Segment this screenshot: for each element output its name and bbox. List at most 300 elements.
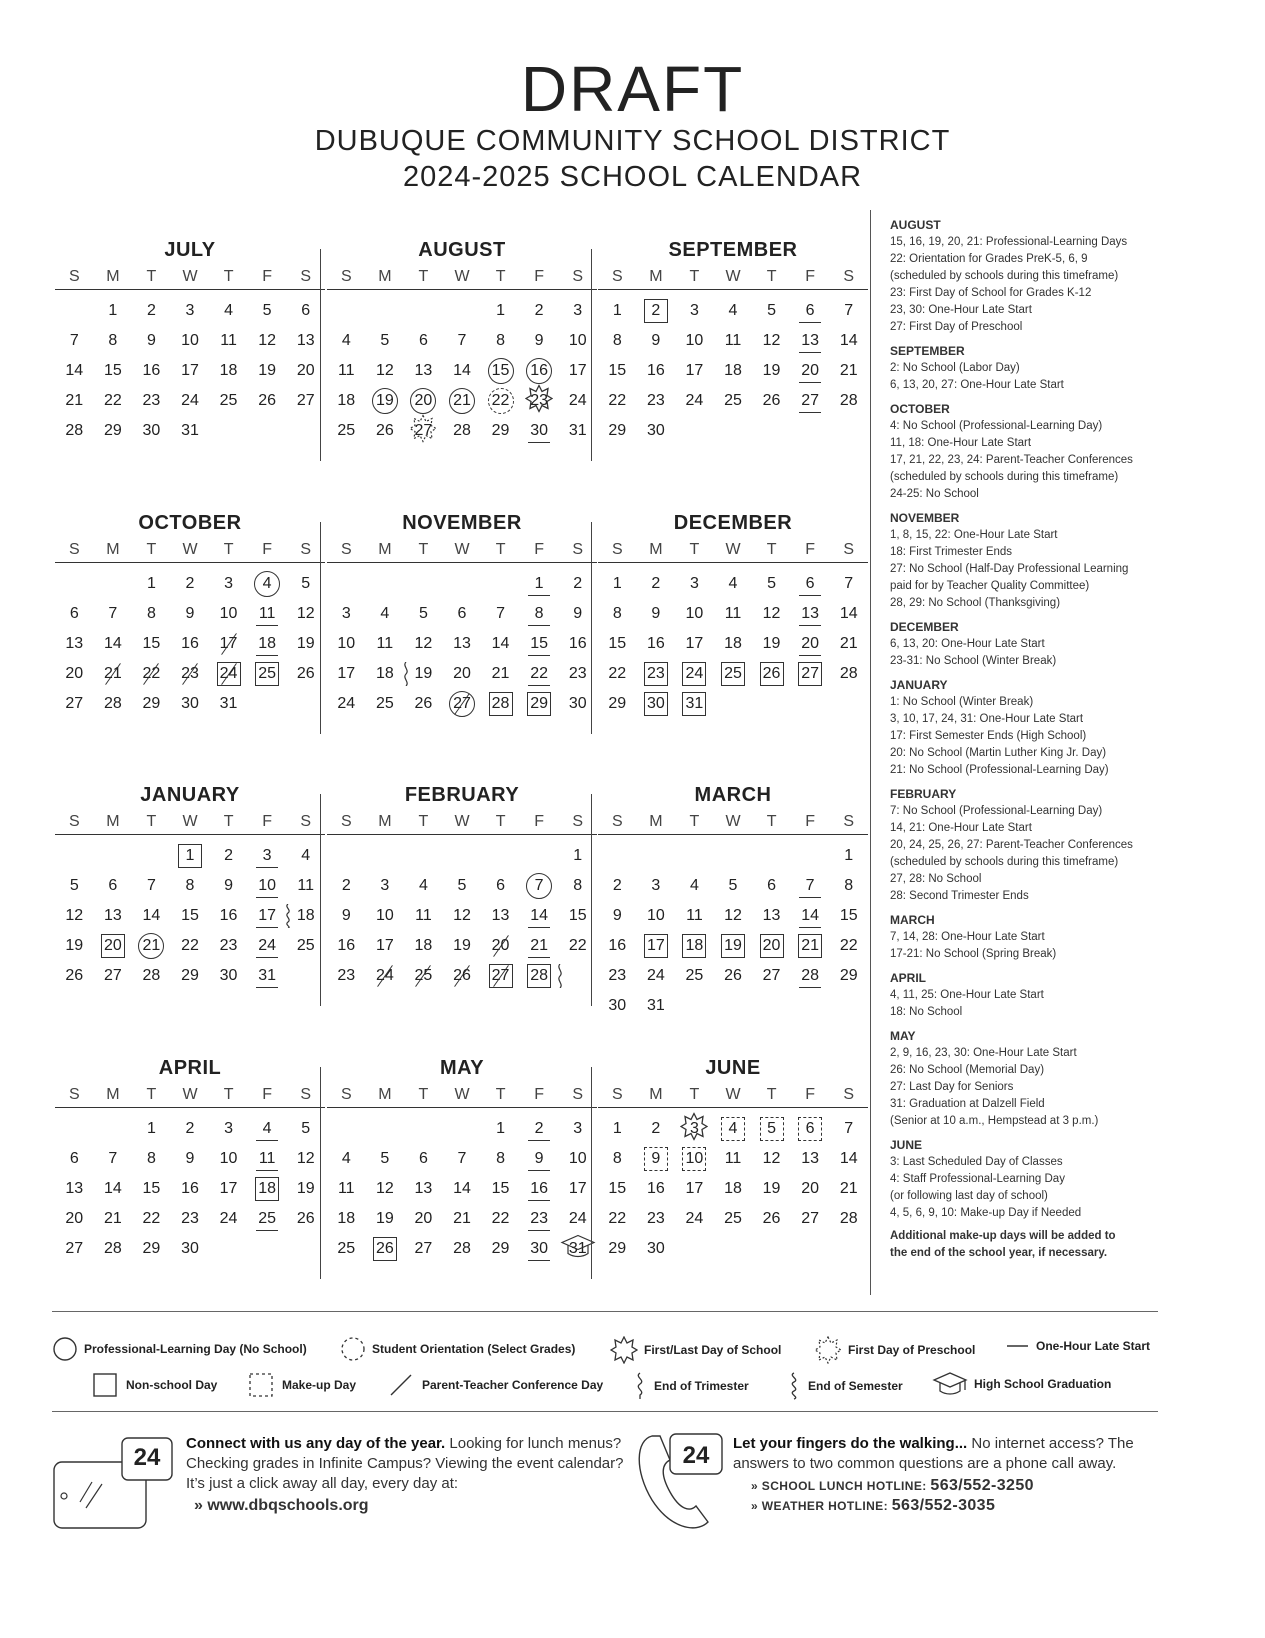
day-cell [481, 1234, 520, 1264]
day-number: 30 [530, 422, 549, 439]
day-cell [94, 416, 133, 446]
day-number: 13 [65, 1180, 84, 1197]
day-number: 29 [491, 1240, 510, 1257]
day-number: 21 [142, 937, 161, 954]
day-number: 16 [646, 1180, 665, 1197]
day-cell [443, 659, 482, 689]
day-number: 21 [839, 1180, 858, 1197]
note-group [890, 618, 1200, 670]
day-cell [327, 931, 366, 961]
day-number: 20 [414, 392, 433, 409]
day-cell [55, 901, 94, 931]
day-number: 30 [646, 422, 665, 439]
weekday-label: M [378, 541, 392, 558]
empty-cell [404, 569, 443, 599]
day-number: 28 [453, 422, 471, 439]
day-number: 24 [685, 1210, 704, 1227]
day-number: 3 [380, 877, 390, 894]
day-number: 13 [453, 635, 471, 652]
day-cell [598, 931, 637, 961]
day-cell [55, 629, 94, 659]
day-cell [171, 931, 210, 961]
day-cell [481, 1114, 520, 1144]
day-cell [637, 1144, 676, 1174]
weekday-label: T [495, 268, 506, 285]
day-cell [714, 629, 753, 659]
day-number: 25 [296, 937, 315, 954]
legend-preschool-label: First Day of Preschool [848, 1343, 976, 1357]
day-cell [366, 901, 405, 931]
day-cell [520, 901, 559, 931]
day-cell [675, 599, 714, 629]
day-cell [209, 1204, 248, 1234]
day-number: 15 [608, 635, 627, 652]
weekday-label: S [340, 541, 352, 558]
day-number: 26 [762, 392, 781, 409]
day-number: 7 [457, 1150, 467, 1167]
day-cell [94, 1234, 133, 1264]
day-number: 26 [453, 967, 471, 984]
day-number: 17 [568, 1180, 587, 1197]
empty-cell [366, 296, 405, 326]
day-cell [714, 659, 753, 689]
weekday-header [55, 1083, 325, 1108]
day-cell [714, 569, 753, 599]
day-number: 20 [801, 635, 820, 652]
day-number: 16 [646, 362, 665, 379]
day-number: 25 [724, 392, 742, 409]
day-cell [598, 1174, 637, 1204]
draft-title: DRAFT [520, 53, 745, 125]
day-number: 16 [142, 362, 161, 379]
day-number: 30 [142, 422, 161, 439]
day-cell [55, 1204, 94, 1234]
day-cell [171, 356, 210, 386]
note-heading: FEBRUARY [890, 787, 957, 801]
weekday-label: F [534, 813, 545, 830]
page-header [0, 55, 1265, 195]
day-number: 27 [762, 967, 781, 984]
month-august [327, 235, 597, 446]
day-cell [481, 659, 520, 689]
empty-cell [366, 841, 405, 871]
day-number: 20 [453, 665, 471, 682]
day-cell [791, 296, 830, 326]
day-number: 6 [418, 1150, 428, 1167]
day-number: 23 [219, 937, 238, 954]
legend-semester [786, 1372, 903, 1400]
day-number: 5 [418, 605, 428, 622]
day-cell [171, 1144, 210, 1174]
day-cell [94, 629, 133, 659]
day-cell [209, 296, 248, 326]
day-cell [829, 1114, 868, 1144]
underline-mark [256, 927, 278, 928]
day-number: 23 [646, 665, 665, 682]
day-number: 26 [762, 665, 781, 682]
day-number: 16 [568, 635, 587, 652]
weekday-label: S [300, 541, 312, 558]
weekday-label: S [843, 1086, 855, 1103]
day-number: 11 [376, 635, 394, 652]
day-number: 2 [651, 575, 661, 592]
day-cell [481, 1144, 520, 1174]
lunch-hotline [733, 1476, 1163, 1496]
weekday-label: M [649, 268, 663, 285]
day-cell [248, 659, 287, 689]
day-number: 23 [142, 392, 161, 409]
weekday-label: M [378, 268, 392, 285]
day-cell [714, 1114, 753, 1144]
day-cell [791, 931, 830, 961]
weather-hotline-number[interactable]: 563/552-3035 [891, 1497, 996, 1514]
day-number: 24 [219, 665, 238, 682]
day-cell [829, 659, 868, 689]
day-number: 1 [534, 575, 544, 592]
day-number: 14 [103, 635, 122, 652]
day-cell [404, 871, 443, 901]
day-number: 29 [608, 1240, 627, 1257]
day-cell [209, 689, 248, 719]
day-cell [443, 599, 482, 629]
day-cell [171, 659, 210, 689]
starburst-icon [610, 1336, 638, 1364]
empty-cell [327, 841, 366, 871]
day-cell [404, 386, 443, 416]
legend-grad [932, 1370, 1111, 1398]
day-cell [443, 1174, 482, 1204]
day-cell [481, 871, 520, 901]
day-cell [366, 1174, 405, 1204]
day-cell [404, 961, 443, 991]
day-number: 16 [181, 635, 199, 652]
empty-cell [327, 296, 366, 326]
day-number: 7 [805, 877, 815, 894]
day-cell [598, 991, 637, 1021]
weekday-label: W [725, 813, 741, 830]
day-number: 23 [568, 665, 587, 682]
day-cell [327, 689, 366, 719]
day-cell [637, 931, 676, 961]
day-cell [520, 871, 559, 901]
day-cell [94, 931, 133, 961]
day-number: 8 [185, 877, 195, 894]
day-number: 11 [337, 1180, 355, 1197]
day-cell [675, 961, 714, 991]
empty-cell [404, 296, 443, 326]
connect-heading: Connect with us any day of the year. [186, 1435, 446, 1452]
day-number: 5 [767, 575, 777, 592]
weekday-label: M [106, 1086, 120, 1103]
month-title: NOVEMBER [402, 512, 522, 534]
calendar-title: 2024-2025 SCHOOL CALENDAR [402, 161, 863, 193]
note-group [890, 1228, 1200, 1262]
underline-mark [799, 412, 821, 413]
day-cell [132, 659, 171, 689]
day-cell [637, 1234, 676, 1264]
district-name: DUBUQUE COMMUNITY SCHOOL DISTRICT [314, 125, 951, 157]
day-cell [791, 386, 830, 416]
day-cell [675, 326, 714, 356]
day-cell [366, 356, 405, 386]
day-number: 20 [762, 937, 781, 954]
day-number: 14 [142, 907, 161, 924]
day-cell [520, 386, 559, 416]
empty-cell [94, 1114, 133, 1144]
day-number: 1 [612, 1120, 622, 1137]
day-number: 27 [453, 695, 471, 712]
day-number: 16 [530, 362, 549, 379]
day-cell [366, 871, 405, 901]
day-number: 7 [844, 1120, 854, 1137]
lunch-hotline-number[interactable]: 563/552-3250 [930, 1477, 1034, 1494]
day-number: 23 [181, 665, 199, 682]
day-number: 13 [414, 1180, 433, 1197]
day-number: 18 [258, 1180, 277, 1197]
note-lines: 2: No School (Labor Day) 6, 13, 20, 27: One-Hour Late Start [890, 362, 1064, 391]
day-number: 8 [146, 1150, 156, 1167]
day-cell [520, 296, 559, 326]
day-number: 19 [414, 665, 433, 682]
day-number: 18 [724, 635, 742, 652]
day-number: 10 [258, 877, 277, 894]
underline-mark [799, 897, 821, 898]
day-number: 2 [612, 877, 622, 894]
day-cell [171, 416, 210, 446]
empty-cell [327, 1114, 366, 1144]
day-number: 10 [568, 332, 587, 349]
day-number: 10 [685, 1150, 704, 1167]
weekday-label: T [146, 268, 157, 285]
weekday-label: T [689, 813, 700, 830]
circle-icon [52, 1336, 78, 1362]
day-number: 4 [301, 847, 311, 864]
day-cell [366, 1144, 405, 1174]
day-number: 30 [181, 695, 199, 712]
underline-mark [256, 987, 278, 988]
weekday-label: T [495, 541, 506, 558]
day-number: 6 [496, 877, 506, 894]
day-number: 31 [685, 695, 704, 712]
day-number: 16 [608, 937, 627, 954]
day-number: 22 [568, 937, 587, 954]
weekday-label: S [68, 541, 80, 558]
underline-mark [256, 957, 278, 958]
day-number: 15 [142, 1180, 161, 1197]
day-cell [327, 386, 366, 416]
day-number: 30 [219, 967, 238, 984]
day-cell [443, 326, 482, 356]
day-cell [327, 1234, 366, 1264]
day-number: 15 [530, 635, 549, 652]
day-cell [714, 356, 753, 386]
day-cell [55, 1144, 94, 1174]
day-number: 14 [839, 605, 858, 622]
day-cell [520, 659, 559, 689]
day-cell [55, 416, 94, 446]
day-cell [714, 599, 753, 629]
day-cell [520, 931, 559, 961]
day-number: 9 [185, 605, 195, 622]
day-number: 14 [839, 332, 858, 349]
note-lines: 1: No School (Winter Break) 3, 10, 17, 24, 31: One-Hour Late Start 17: First Semester Ends (High School) 20: No School (Martin Luther King Jr. Day) 21: No School (Professional-Learning Day) [890, 696, 1109, 776]
underline-mark [256, 625, 278, 626]
weekday-label: W [182, 541, 198, 558]
day-number: 9 [651, 1150, 661, 1167]
day-number: 8 [612, 605, 622, 622]
empty-cell [327, 569, 366, 599]
day-number: 11 [258, 605, 276, 622]
day-number: 13 [296, 332, 315, 349]
day-cell [637, 569, 676, 599]
weekday-label: T [223, 541, 234, 558]
weekday-label: S [340, 268, 352, 285]
day-grid [598, 1114, 868, 1264]
day-cell [752, 1174, 791, 1204]
day-cell [598, 1114, 637, 1144]
day-number: 6 [767, 877, 777, 894]
month-may [327, 1053, 597, 1264]
day-number: 1 [185, 847, 195, 864]
legend-ptc [388, 1372, 603, 1398]
day-number: 17 [337, 665, 356, 682]
day-number: 8 [146, 605, 156, 622]
day-number: 7 [108, 605, 118, 622]
day-number: 18 [724, 362, 742, 379]
day-number: 25 [219, 392, 238, 409]
lunch-hotline-label: » SCHOOL LUNCH HOTLINE: [751, 1479, 927, 1493]
day-number: 11 [724, 605, 742, 622]
day-number: 12 [414, 635, 433, 652]
day-number: 27 [801, 1210, 820, 1227]
weekday-label: T [223, 813, 234, 830]
day-cell [171, 1204, 210, 1234]
day-number: 17 [685, 362, 704, 379]
day-number: 17 [181, 362, 199, 379]
column-divider [591, 794, 592, 1006]
column-divider [320, 794, 321, 1006]
day-cell [520, 629, 559, 659]
empty-cell [132, 841, 171, 871]
day-number: 22 [103, 392, 122, 409]
day-cell [481, 629, 520, 659]
weekday-label: S [843, 268, 855, 285]
day-grid [55, 841, 325, 991]
day-number: 5 [69, 877, 79, 894]
month-title: JANUARY [140, 784, 240, 806]
day-cell [327, 901, 366, 931]
day-number: 3 [689, 575, 699, 592]
day-number: 31 [219, 695, 238, 712]
legend-nonschool-label: Non-school Day [126, 1378, 218, 1392]
day-number: 3 [689, 302, 699, 319]
day-number: 2 [146, 302, 156, 319]
day-cell [675, 629, 714, 659]
day-number: 17 [375, 937, 394, 954]
day-number: 26 [296, 665, 315, 682]
day-number: 26 [724, 967, 742, 984]
day-cell [209, 629, 248, 659]
empty-cell [443, 569, 482, 599]
day-cell [520, 689, 559, 719]
day-number: 1 [573, 847, 583, 864]
day-cell [55, 659, 94, 689]
note-lines: 6, 13, 20: One-Hour Late Start 23-31: No School (Winter Break) [890, 638, 1057, 667]
day-cell [209, 326, 248, 356]
weekday-label: S [843, 813, 855, 830]
day-number: 20 [491, 937, 510, 954]
day-number: 5 [262, 302, 272, 319]
day-cell [366, 386, 405, 416]
day-cell [404, 356, 443, 386]
day-cell [598, 416, 637, 446]
weekday-label: T [418, 541, 429, 558]
weekday-label: S [572, 813, 584, 830]
day-cell [752, 599, 791, 629]
day-cell [598, 901, 637, 931]
day-cell [829, 1144, 868, 1174]
weekday-label: T [418, 813, 429, 830]
day-number: 2 [573, 575, 583, 592]
day-number: 18 [219, 362, 238, 379]
day-cell [248, 1174, 287, 1204]
weekday-label: T [766, 1086, 777, 1103]
day-cell [404, 1174, 443, 1204]
day-number: 13 [801, 605, 820, 622]
phone-text: No internet access? The answers to two common questions are a phone call away. [733, 1435, 1134, 1472]
day-cell [752, 356, 791, 386]
empty-cell [55, 296, 94, 326]
weekday-label: W [182, 1086, 198, 1103]
day-number: 18 [685, 937, 704, 954]
day-cell [829, 629, 868, 659]
day-cell [598, 599, 637, 629]
day-cell [327, 1204, 366, 1234]
day-number: 2 [224, 847, 234, 864]
day-number: 5 [301, 1120, 311, 1137]
day-number: 5 [767, 302, 777, 319]
weekday-label: T [495, 1086, 506, 1103]
day-number: 9 [534, 332, 544, 349]
column-divider [320, 1067, 321, 1279]
underline-mark [799, 987, 821, 988]
day-number: 14 [530, 907, 549, 924]
day-cell [637, 599, 676, 629]
day-cell [171, 629, 210, 659]
day-number: 29 [103, 422, 122, 439]
day-number: 14 [453, 1180, 471, 1197]
day-number: 23 [530, 392, 549, 409]
day-cell [791, 326, 830, 356]
day-number: 12 [296, 605, 315, 622]
weekday-header [598, 265, 868, 290]
day-number: 9 [146, 332, 156, 349]
day-number: 29 [608, 695, 627, 712]
website-link[interactable]: » www.dbqschools.org [194, 1497, 369, 1514]
day-number: 5 [301, 575, 311, 592]
day-number: 29 [181, 967, 199, 984]
day-cell [675, 659, 714, 689]
day-number: 29 [491, 422, 510, 439]
day-number: 23 [646, 392, 665, 409]
day-number: 12 [762, 605, 781, 622]
day-cell [209, 599, 248, 629]
day-number: 20 [65, 665, 84, 682]
weekday-label: W [182, 268, 198, 285]
day-cell [404, 416, 443, 446]
day-number: 5 [380, 332, 390, 349]
day-number: 19 [453, 937, 471, 954]
